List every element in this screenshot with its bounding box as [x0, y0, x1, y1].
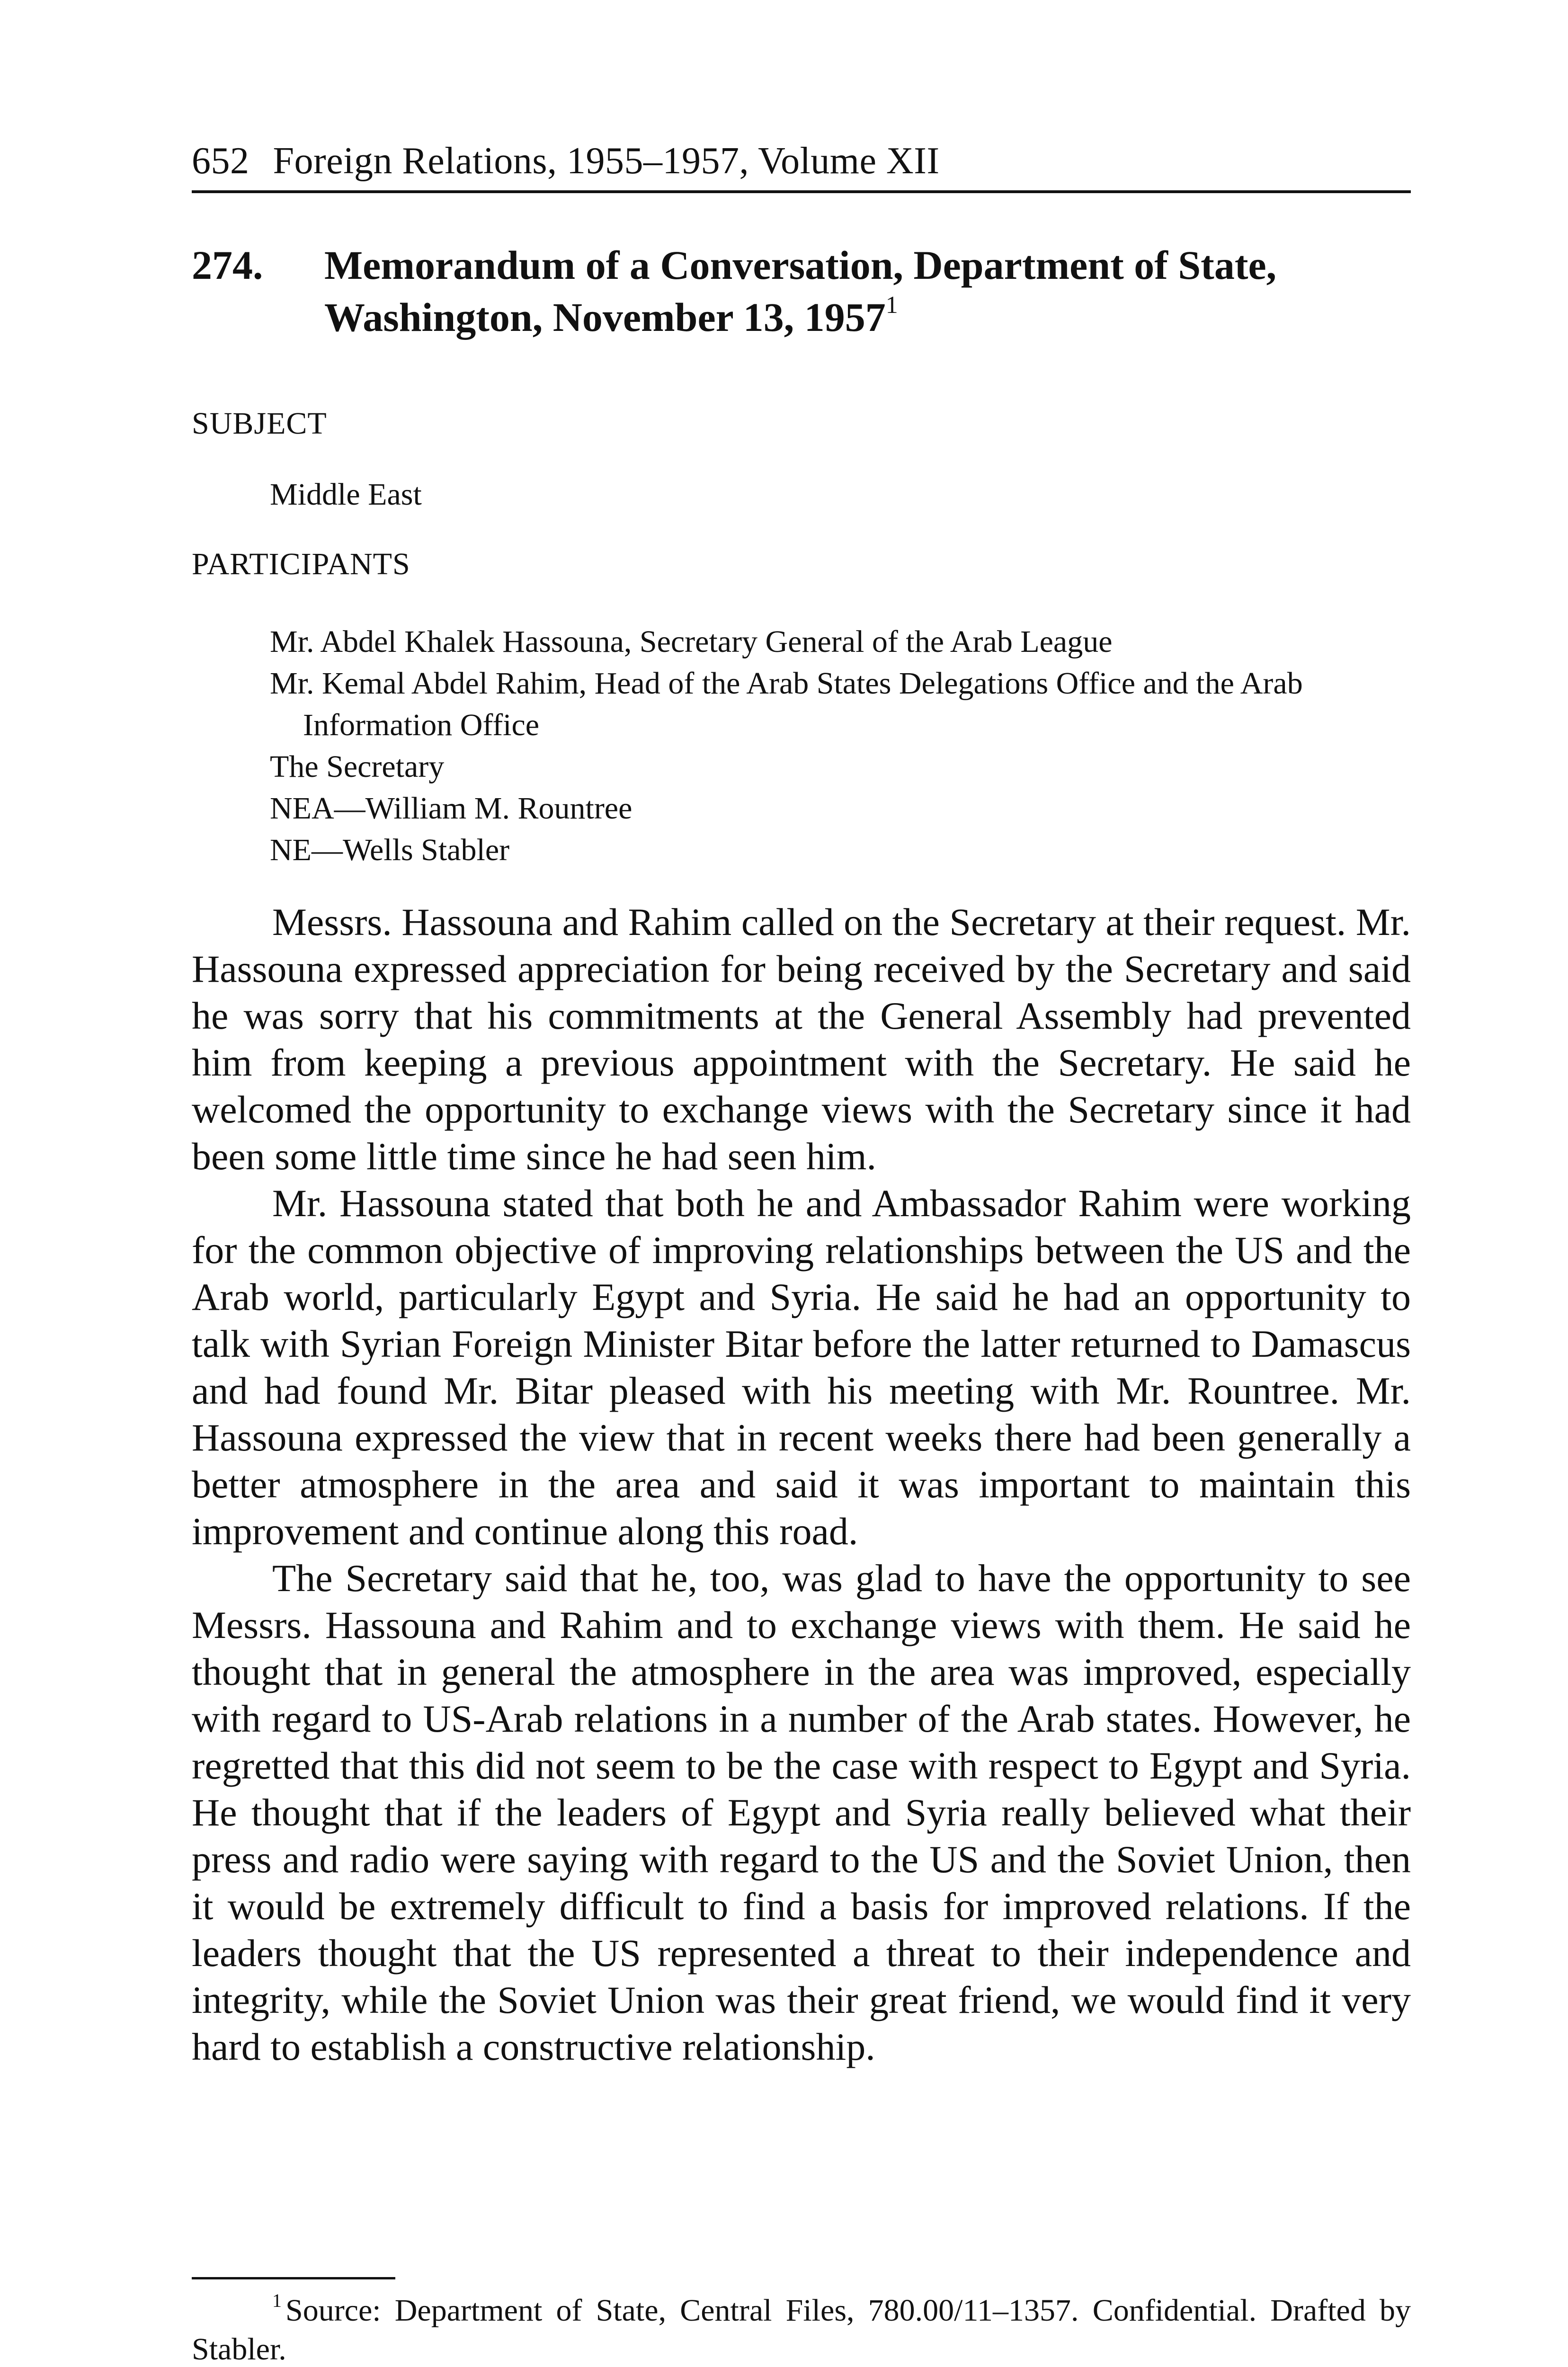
memorandum-body	[192, 899, 1411, 2070]
body-paragraph: The Secretary said that he, too, was glad to have the opportunity to see Messrs. Hassouna and Rahim and to exchange views with them. He said he thought that in general the atmosphere in the area was improved, especially with regard to US-Arab relations in a number of the Arab states. However, he regretted that this did not seem to be the case with respect to Egypt and Syria. He thought that if the leaders of Egypt and Syria really believed what their press and radio were saying with regard to the US and the Soviet Union, then it would be extremely difficult to find a basis for improved relations. If the leaders thought that the US represented a threat to their independence and integrity, while the Soviet Union was their great friend, we would find it very hard to establish a constructive relationship.	[192, 1557, 1411, 2068]
document-title-line-1: Memorandum of a Conversation, Department of State,	[324, 242, 1277, 288]
participant-item: NEA—William M. Rountree	[270, 791, 633, 826]
participants-list	[270, 621, 1416, 871]
participant-item: Mr. Kemal Abdel Rahim, Head of the Arab States Delegations Office and the Arab Information Office	[270, 666, 1303, 742]
document-title-line-2	[324, 291, 1411, 343]
participant-item: NE—Wells Stabler	[270, 833, 510, 867]
participant-item: Mr. Abdel Khalek Hassouna, Secretary General of the Arab League	[270, 624, 1113, 659]
footnote-rule	[192, 2277, 395, 2279]
document-number: 274.	[192, 242, 263, 288]
footnote-reference: 1	[885, 292, 898, 319]
document-title	[324, 239, 1411, 343]
participant-item: The Secretary	[270, 749, 445, 784]
footnote-text: Source: Department of State, Central Files, 780.00/11–1357. Confidential. Drafted by Stabler.	[192, 2293, 1411, 2367]
volume-title: Foreign Relations, 1955–1957, Volume XII	[273, 140, 940, 182]
body-paragraph: Mr. Hassouna stated that both he and Ambassador Rahim were working for the common objective of improving relationships between the US and the Arab world, particularly Egypt and Syria. He said he had an opportunity to talk with Syrian Foreign Minister Bitar before the latter returned to Damascus and had found Mr. Bitar pleased with his meeting with Mr. Rountree. Mr. Hassouna expressed the view that in recent weeks there had been generally a better atmosphere in the area and said it was important to maintain this improvement and continue along this road.	[192, 1182, 1411, 1553]
running-head	[192, 137, 1411, 185]
header-rule	[192, 190, 1411, 193]
body-paragraph: Messrs. Hassouna and Rahim called on the Secretary at their request. Mr. Hassouna expressed appreciation for being received by the Secretary and said he was sorry that his commitments at the General Assembly had prevented him from keeping a previous appointment with the Secretary. He said he welcomed the opportunity to exchange views with the Secretary since it had been some little time since he had seen him.	[192, 900, 1411, 1178]
subject-label: SUBJECT	[192, 406, 327, 441]
participants-label: PARTICIPANTS	[192, 547, 410, 581]
footnote	[192, 2291, 1411, 2367]
document-title-line-2-text: Washington, November 13, 1957	[324, 294, 886, 340]
footnote-marker: 1	[272, 2290, 282, 2311]
page-number: 652	[192, 140, 249, 182]
subject-value: Middle East	[270, 477, 422, 512]
